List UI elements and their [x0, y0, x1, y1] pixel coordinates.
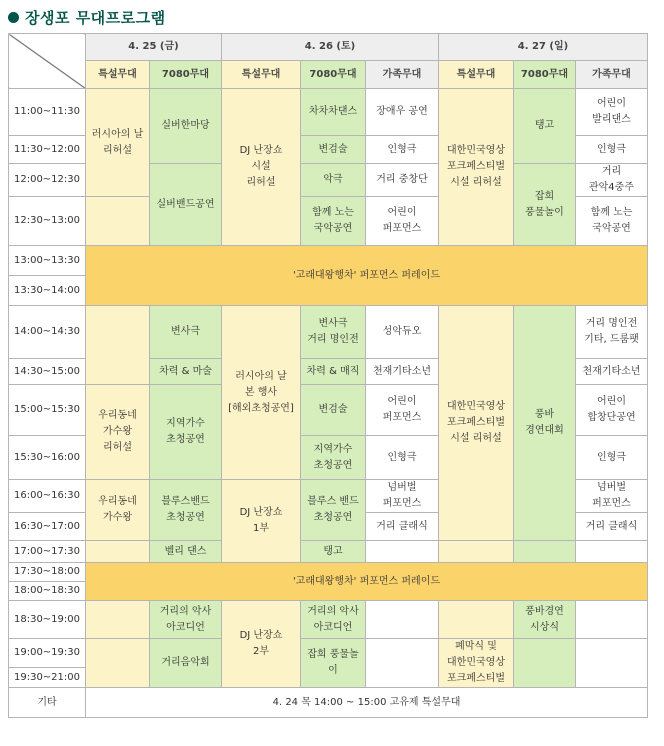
program-cell: 실버한마당	[150, 89, 222, 164]
program-cell: DJ 난장쇼 1부	[222, 480, 301, 563]
program-cell	[366, 541, 439, 563]
program-cell: 변사극 거리 명인전	[301, 306, 366, 359]
table-corner	[9, 34, 86, 89]
program-cell: 러시아의 날 리허설	[86, 89, 150, 197]
date-header-25: 4. 25 (금)	[86, 34, 222, 61]
page-title: 장생포 무대프로그램	[25, 8, 166, 27]
time-label: 12:30~13:00	[9, 197, 86, 246]
schedule-table	[8, 33, 648, 718]
program-cell	[576, 639, 648, 688]
program-cell: 벨리 댄스	[150, 541, 222, 563]
program-cell: 차력 & 마술	[150, 359, 222, 385]
date-header-26: 4. 26 (토)	[222, 34, 439, 61]
stage-header: 7080무대	[514, 61, 576, 89]
program-cell: 장애우 공연	[366, 89, 439, 136]
program-cell: 거리음악회	[150, 639, 222, 688]
program-cell: 풍바경연 시상식	[514, 601, 576, 639]
program-cell	[439, 601, 514, 639]
program-cell: 어린이 발리댄스	[576, 89, 648, 136]
program-cell: 러시아의 날 본 행사 [해외초청공연]	[222, 306, 301, 480]
program-cell	[366, 601, 439, 639]
program-cell: 블루스밴드 초청공연	[150, 480, 222, 541]
time-label: 14:00~14:30	[9, 306, 86, 359]
program-cell: 천재기타소년	[366, 359, 439, 385]
time-label: 13:30~14:00	[9, 276, 86, 306]
time-label: 13:00~13:30	[9, 246, 86, 276]
time-label: 18:30~19:00	[9, 601, 86, 639]
time-label: 12:00~12:30	[9, 164, 86, 197]
program-cell	[366, 639, 439, 688]
program-cell: 넘버벌 퍼포먼스	[366, 480, 439, 513]
time-label: 15:30~16:00	[9, 436, 86, 480]
program-cell: 지역가수 초청공연	[150, 385, 222, 480]
program-cell: 인형극	[366, 136, 439, 164]
footer-label: 기타	[9, 688, 86, 718]
program-cell	[86, 197, 150, 246]
program-cell: 우리동네 가수왕 리허설	[86, 385, 150, 480]
program-cell: 거리 관악4중주	[576, 164, 648, 197]
time-label: 16:30~17:00	[9, 513, 86, 541]
date-header-27: 4. 27 (일)	[439, 34, 648, 61]
program-cell: 거리 클래식	[576, 513, 648, 541]
program-cell: 차력 & 매직	[301, 359, 366, 385]
program-cell: 지역가수 초청공연	[301, 436, 366, 480]
program-cell: 함께 노는 국악공연	[301, 197, 366, 246]
bullet-icon	[8, 12, 19, 23]
program-cell: 함께 노는 국악공연	[576, 197, 648, 246]
program-cell: 어린이 합창단공연	[576, 385, 648, 436]
program-cell: 탱고	[514, 89, 576, 164]
program-cell: 대한민국영상 포크페스티벌 시설 리허설	[439, 306, 514, 541]
program-cell	[86, 541, 150, 563]
program-cell: 변검술	[301, 385, 366, 436]
program-cell	[439, 541, 514, 563]
time-label: 16:00~16:30	[9, 480, 86, 513]
stage-header: 7080무대	[301, 61, 366, 89]
stage-header: 7080무대	[150, 61, 222, 89]
program-cell: 변검술	[301, 136, 366, 164]
program-cell: 변사극	[150, 306, 222, 359]
program-cell: 폐막식 및 대한민국영상 포크페스티벌	[439, 639, 514, 688]
program-cell: 어린이 퍼포먼스	[366, 385, 439, 436]
time-label: 18:00~18:30	[9, 582, 86, 601]
program-cell: DJ 난장쇼 시설 리허설	[222, 89, 301, 246]
program-cell: 블루스 밴드 초청공연	[301, 480, 366, 541]
time-label: 11:30~12:00	[9, 136, 86, 164]
program-cell: 인형극	[366, 436, 439, 480]
program-cell: DJ 난장쇼 2부	[222, 601, 301, 688]
program-cell: 풍바 경연대회	[514, 306, 576, 541]
parade-banner: '고래대왕행차' 퍼포먼스 퍼레이드	[86, 563, 648, 601]
program-cell: 거리 클래식	[366, 513, 439, 541]
program-cell: 탱고	[301, 541, 366, 563]
program-cell: 거리의 악사 아코디언	[301, 601, 366, 639]
program-cell: 인형극	[576, 436, 648, 480]
program-cell: 천재기타소년	[576, 359, 648, 385]
program-cell	[576, 601, 648, 639]
program-cell: 어린이 퍼포먼스	[366, 197, 439, 246]
program-cell	[576, 541, 648, 563]
stage-header: 특설무대	[222, 61, 301, 89]
program-cell	[86, 639, 150, 688]
stage-header: 특설무대	[86, 61, 150, 89]
program-cell: 실버밴드공연	[150, 164, 222, 246]
program-cell: 우리동네 가수왕	[86, 480, 150, 541]
program-cell: 거리의 악사 아코디언	[150, 601, 222, 639]
time-label: 17:30~18:00	[9, 563, 86, 582]
time-label: 14:30~15:00	[9, 359, 86, 385]
program-cell	[514, 639, 576, 688]
program-cell: 거리 중창단	[366, 164, 439, 197]
program-cell: 악극	[301, 164, 366, 197]
program-cell: 거리 명인전 기타, 드룸팻	[576, 306, 648, 359]
program-cell	[514, 541, 576, 563]
program-cell: 대한민국영상 포크페스티벌 시설 리허설	[439, 89, 514, 246]
time-label: 17:00~17:30	[9, 541, 86, 563]
program-cell	[86, 306, 150, 385]
program-cell: 넘버벌 퍼포먼스	[576, 480, 648, 513]
program-cell: 인형극	[576, 136, 648, 164]
program-cell: 차차차댄스	[301, 89, 366, 136]
stage-header: 특설무대	[439, 61, 514, 89]
program-cell	[86, 601, 150, 639]
time-label: 19:00~19:30	[9, 639, 86, 668]
page-header	[8, 6, 166, 28]
program-cell: 성악듀오	[366, 306, 439, 359]
time-label: 11:00~11:30	[9, 89, 86, 136]
stage-header: 가족무대	[576, 61, 648, 89]
program-cell: 잡희 풍물놀이	[514, 164, 576, 246]
time-label: 19:30~21:00	[9, 668, 86, 688]
parade-banner: '고래대왕행차' 퍼포먼스 퍼레이드	[86, 246, 648, 306]
stage-header: 가족무대	[366, 61, 439, 89]
time-label: 15:00~15:30	[9, 385, 86, 436]
footer-note: 4. 24 목 14:00 ~ 15:00 고유제 특설무대	[86, 688, 648, 718]
program-cell: 잡희 풍물놀 이	[301, 639, 366, 688]
